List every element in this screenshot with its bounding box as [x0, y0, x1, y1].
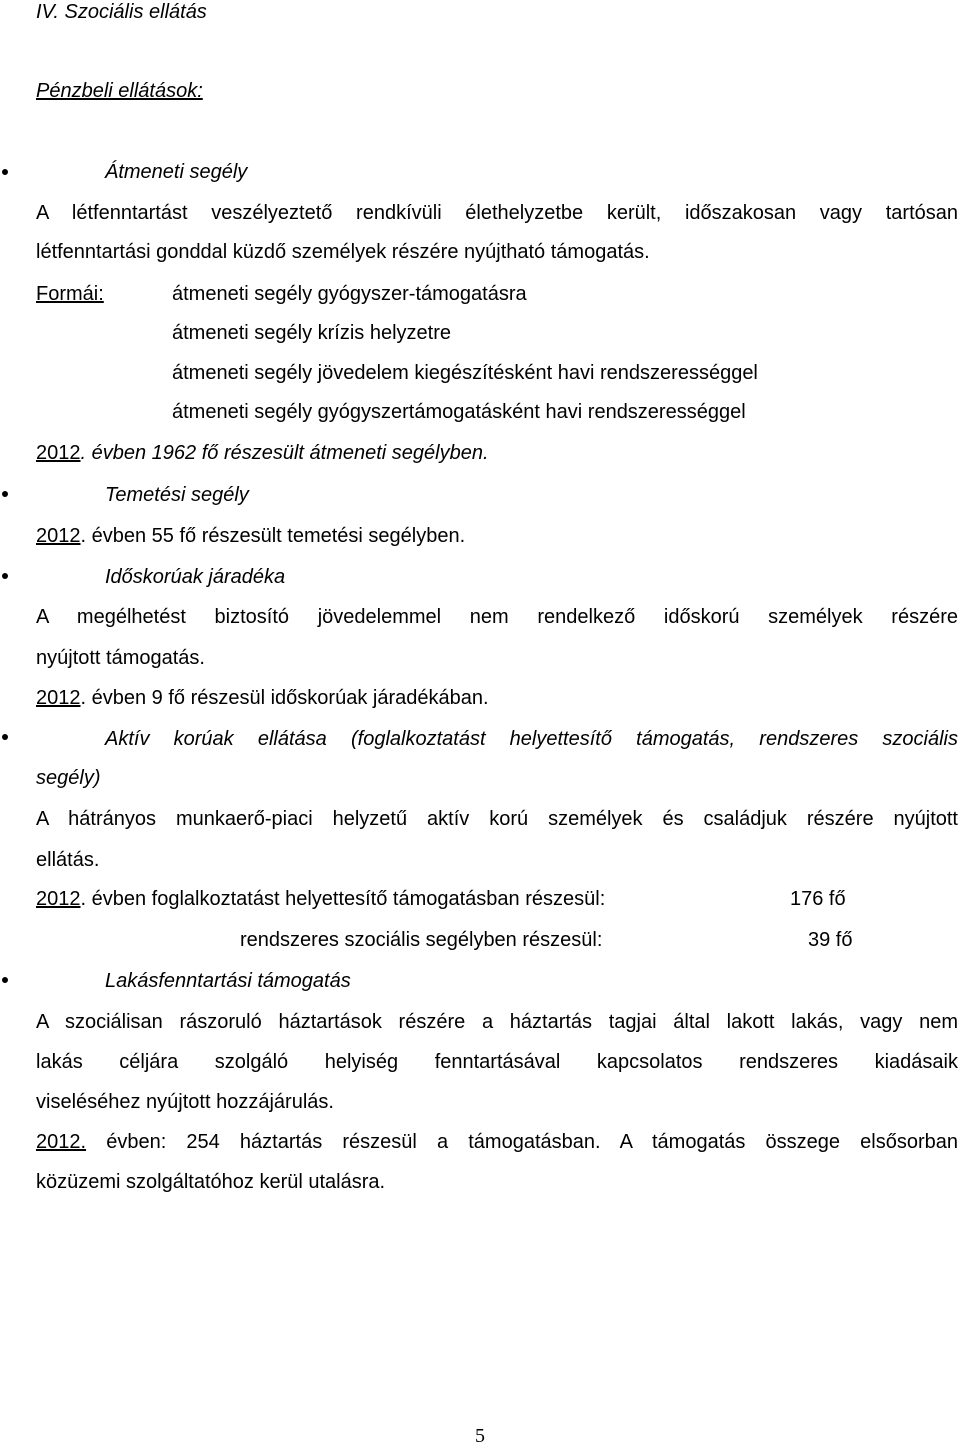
- stat-text: . évben 9 fő részesül időskorúak járadékában.: [80, 687, 489, 709]
- aktiv-desc-line1: A hátrányos munkaerő-piaci helyzetű aktív korú személyek és családjuk részére nyújtott: [36, 808, 958, 830]
- stat-year: 2012: [36, 525, 81, 547]
- idoskoruak-desc-line1: A megélhetést biztosító jövedelemmel nem rendelkező időskorú személyek részére: [36, 606, 958, 628]
- stat-text: évben: 254 háztartás részesül a támogatásban. A támogatás összege elsősorban: [86, 1131, 958, 1153]
- formai-label: Formái:: [36, 283, 104, 305]
- aktiv-stat1-value: 176 fő: [790, 888, 846, 910]
- form-item: átmeneti segély gyógyszer-támogatásra: [172, 283, 527, 305]
- aktiv-title-line1: Aktív korúak ellátása (foglalkoztatást helyettesítő támogatás, rendszeres szociális: [105, 728, 958, 750]
- lakas-desc-line3: viseléséhez nyújtott hozzájárulás.: [36, 1091, 334, 1113]
- temetesi-stat: [36, 524, 958, 548]
- form-item: átmeneti segély gyógyszertámogatásként havi rendszerességgel: [172, 401, 746, 423]
- aktiv-title-line2: segély): [36, 767, 101, 789]
- idoskoruak-stat: [36, 686, 958, 710]
- lakas-title: Lakásfenntartási támogatás: [105, 970, 351, 992]
- form-item: átmeneti segély jövedelem kiegészítésként havi rendszerességgel: [172, 362, 758, 384]
- aktiv-stat2-label: rendszeres szociális segélyben részesül:: [240, 929, 603, 951]
- stat-text: . évben 1962 fő részesült átmeneti segélyben.: [80, 442, 489, 464]
- atmeneti-title: Átmeneti segély: [105, 161, 248, 183]
- stat-year: 2012: [36, 687, 81, 709]
- stat-year: 2012: [36, 442, 81, 464]
- atmeneti-stat: [36, 441, 958, 465]
- bullet-icon: [2, 491, 8, 497]
- bullet-icon: [2, 977, 8, 983]
- lakas-stat-line1: [36, 1130, 958, 1154]
- bullet-icon: [2, 169, 8, 175]
- page-number: 5: [475, 1425, 485, 1447]
- stat-text: . évben 55 fő részesült temetési segélyben.: [80, 525, 466, 547]
- lakas-stat-line2: közüzemi szolgáltatóhoz kerül utalásra.: [36, 1171, 386, 1193]
- idoskoruak-title: Időskorúak járadéka: [105, 566, 286, 588]
- subsection-title: Pénzbeli ellátások:: [36, 80, 203, 102]
- idoskoruak-desc-line2: nyújtott támogatás.: [36, 647, 205, 669]
- bullet-icon: [2, 734, 8, 740]
- aktiv-stat2-value: 39 fő: [808, 929, 853, 951]
- form-item: átmeneti segély krízis helyzetre: [172, 322, 452, 344]
- aktiv-desc-line2: ellátás.: [36, 849, 100, 871]
- section-title: IV. Szociális ellátás: [36, 1, 207, 23]
- stat-year: 2012: [36, 888, 81, 910]
- bullet-icon: [2, 573, 8, 579]
- atmeneti-desc-line1: A létfenntartást veszélyeztető rendkívüli élethelyzetbe került, időszakosan vagy tartósan: [36, 202, 958, 224]
- lakas-desc-line2: lakás céljára szolgáló helyiség fenntartásával kapcsolatos rendszeres kiadásaik: [36, 1051, 958, 1073]
- stat-year: 2012.: [36, 1131, 87, 1153]
- stat-text: . évben foglalkoztatást helyettesítő támogatásban részesül:: [80, 888, 606, 910]
- temetesi-title: Temetési segély: [105, 484, 249, 506]
- lakas-desc-line1: A szociálisan rászoruló háztartások részére a háztartás tagjai által lakott lakás, vagy nem: [36, 1011, 958, 1033]
- atmeneti-desc-line2: létfenntartási gonddal küzdő személyek részére nyújtható támogatás.: [36, 241, 650, 263]
